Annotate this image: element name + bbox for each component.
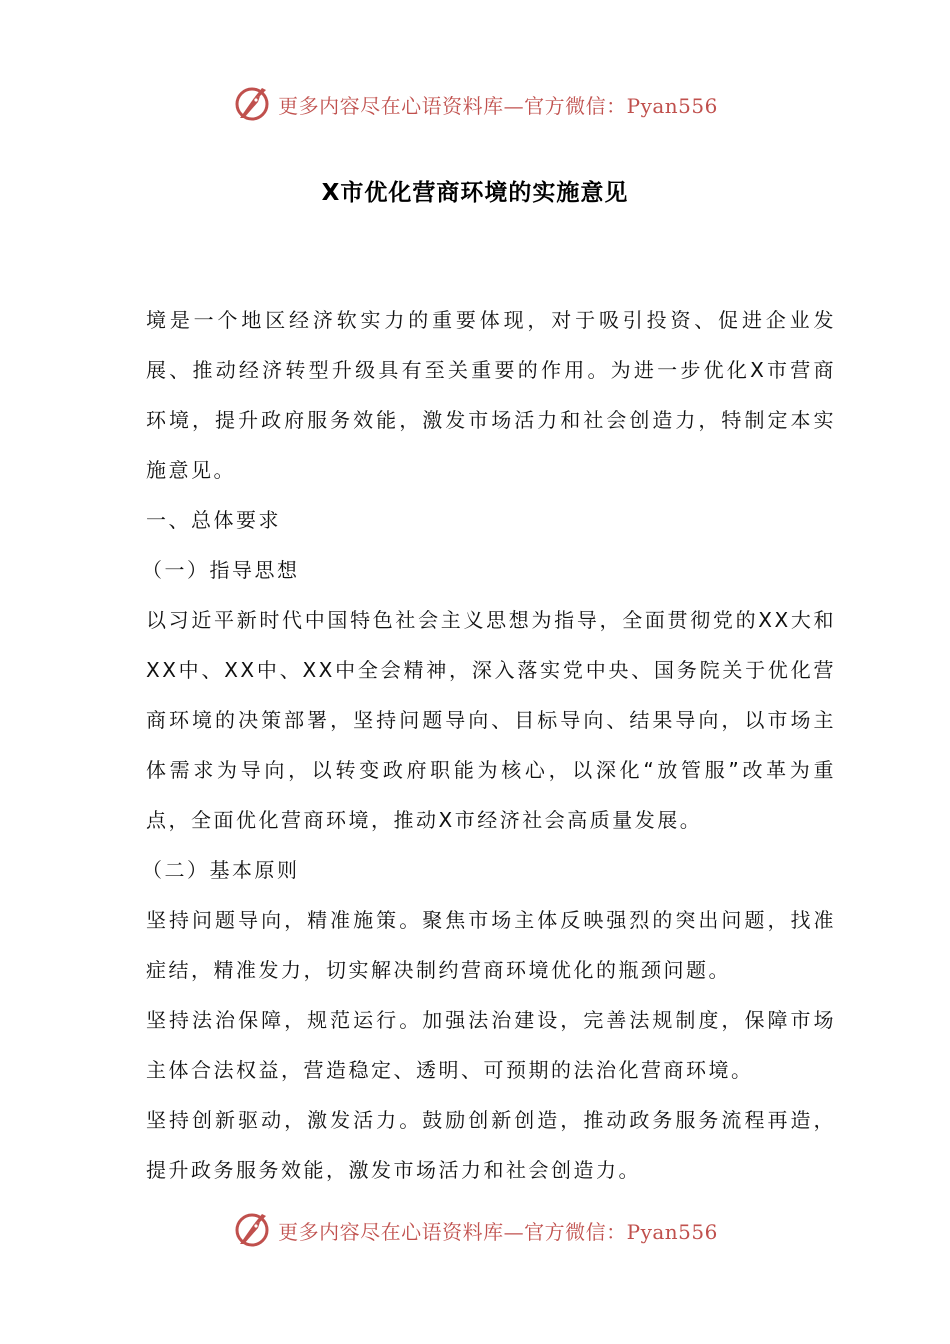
subsection-heading-guiding-ideology: （一）指导思想 [142, 558, 300, 582]
watermark-text: 更多内容尽在心语资料库—官方微信：Pyan556 [278, 1219, 718, 1244]
document-title: X市优化营商环境的实施意见 [321, 180, 629, 206]
pen-nib-circle-icon [232, 84, 272, 124]
principle-paragraph: 坚持法治保障，规范运行。加强法治建设，完善法规制度，保障市场主体合法权益，营造稳定、透明、可预期的法治化营商环境。 [146, 1008, 836, 1082]
section-heading-general-requirements: 一、总体要求 [146, 508, 281, 532]
watermark-footer [0, 1206, 950, 1254]
pen-nib-circle-icon [232, 1210, 272, 1250]
principle-paragraph: 坚持问题导向，精准施策。聚焦市场主体反映强烈的突出问题，找准症结，精准发力，切实解决制约营商环境优化的瓶颈问题。 [146, 908, 836, 982]
guiding-ideology-paragraph: 以习近平新时代中国特色社会主义思想为指导，全面贯彻党的XX大和XX中、XX中、XX中全会精神，深入落实党中央、国务院关于优化营商环境的决策部署，坚持问题导向、目标导向、结果导向，以市场主体需求为导向，以转变政府职能为核心，以深化“放管服”改革为重点，全面优化营商环境，推动X市经济社会高质量发展。 [146, 608, 836, 832]
document-body [142, 295, 836, 1195]
watermark-text: 更多内容尽在心语资料库—官方微信：Pyan556 [278, 93, 718, 118]
principle-paragraph: 坚持创新驱动，激发活力。鼓励创新创造，推动政务服务流程再造，提升政务服务效能，激发市场活力和社会创造力。 [146, 1108, 836, 1182]
watermark-header [0, 80, 950, 128]
intro-paragraph: 境是一个地区经济软实力的重要体现，对于吸引投资、促进企业发展、推动经济转型升级具有至关重要的作用。为进一步优化X市营商环境，提升政府服务效能，激发市场活力和社会创造力，特制定本实施意见。 [146, 308, 836, 482]
subsection-heading-basic-principles: （二）基本原则 [142, 858, 300, 882]
